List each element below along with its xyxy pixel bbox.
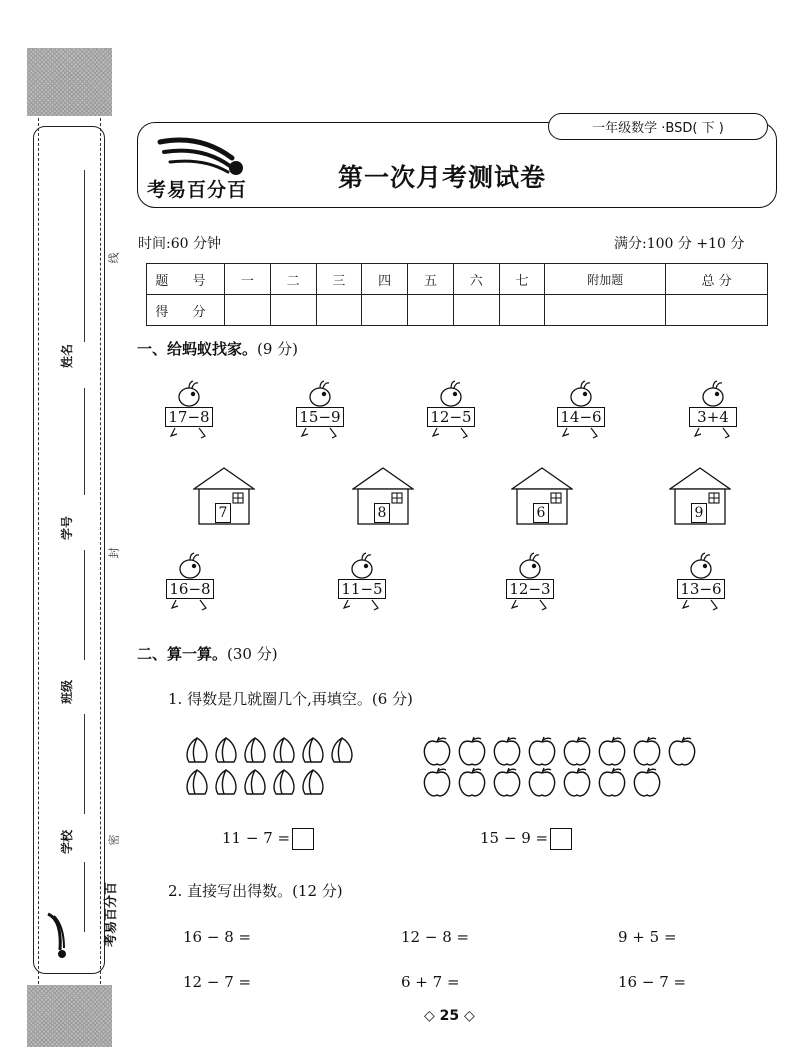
- apple-icon[interactable]: [494, 768, 519, 796]
- apple-icon[interactable]: [459, 737, 484, 765]
- apple-icon[interactable]: [599, 737, 624, 765]
- house-number: 9: [691, 503, 707, 523]
- score-cell[interactable]: [225, 295, 271, 326]
- cut-word-seal: 封: [107, 547, 121, 559]
- score-header-cell: 六: [453, 264, 499, 295]
- calc-item: 16 − 8 =: [183, 928, 252, 946]
- score-table: [146, 263, 768, 326]
- ant-expression: 17−8: [165, 407, 213, 427]
- binding-pattern-top: [27, 48, 112, 116]
- apple-icon[interactable]: [669, 737, 694, 765]
- score-cell[interactable]: [666, 295, 768, 326]
- apple-icon[interactable]: [424, 737, 449, 765]
- house-number: 7: [215, 503, 231, 523]
- equation-right: [480, 828, 572, 850]
- apple-icon[interactable]: [529, 737, 554, 765]
- top-ant-2[interactable]: [292, 380, 348, 450]
- section-1-points: (9 分): [257, 340, 299, 358]
- peach-icon[interactable]: [332, 738, 352, 762]
- binding-dashed-line-right: [100, 118, 101, 984]
- score-cell[interactable]: [499, 295, 545, 326]
- calc-item: 16 − 7 =: [618, 973, 687, 991]
- equation-left: [222, 828, 314, 850]
- apple-icon[interactable]: [634, 768, 659, 796]
- house-1[interactable]: [193, 467, 255, 525]
- apple-icon[interactable]: [564, 768, 589, 796]
- house-number: 6: [533, 503, 549, 523]
- calc-item: 12 − 7 =: [183, 973, 252, 991]
- student-id-line: [84, 410, 85, 495]
- score-cell[interactable]: [362, 295, 408, 326]
- logo-text: 考易百分百: [147, 179, 248, 201]
- question-1-text: 1. 得数是几就圈几个,再填空。(6 分): [168, 690, 413, 708]
- peach-icon[interactable]: [187, 738, 207, 762]
- top-ant-5[interactable]: [685, 380, 741, 450]
- score-cell[interactable]: [408, 295, 454, 326]
- top-ant-3[interactable]: [423, 380, 479, 450]
- name-label: 姓名: [60, 343, 74, 368]
- side-logo-comet-icon: [44, 910, 74, 960]
- apples-group: [420, 734, 720, 798]
- apple-icon[interactable]: [494, 737, 519, 765]
- score-header-cell: 四: [362, 264, 408, 295]
- cut-word-line: 线: [107, 252, 121, 264]
- peach-icon[interactable]: [216, 738, 236, 762]
- page-number: ◇ 25 ◇: [424, 1008, 475, 1024]
- apple-icon[interactable]: [529, 768, 554, 796]
- peach-icon[interactable]: [245, 770, 265, 794]
- score-row-label: 得 分: [147, 295, 225, 326]
- section-2-title: [137, 643, 278, 664]
- equation-left-text: 11 − 7 =: [222, 829, 291, 847]
- score-header-cell: 五: [408, 264, 454, 295]
- bottom-ant-1[interactable]: [162, 552, 218, 622]
- score-cell[interactable]: [453, 295, 499, 326]
- name-line: [84, 170, 85, 342]
- side-logo: [42, 880, 119, 965]
- score-cell[interactable]: [270, 295, 316, 326]
- calc-item: 9 + 5 =: [618, 928, 677, 946]
- peach-icon[interactable]: [216, 770, 236, 794]
- student-id-label: 学号: [60, 515, 74, 540]
- house-2[interactable]: [352, 467, 414, 525]
- ant-expression: 13−6: [677, 579, 725, 599]
- section-2-title-text: 二、算一算。: [137, 645, 228, 663]
- score-header-cell: 七: [499, 264, 545, 295]
- full-score: 满分:100 分 +10 分: [614, 236, 745, 252]
- calc-item: 12 − 8 =: [401, 928, 470, 946]
- grade-tag: 一年级数学 ·BSD( 下 ): [548, 113, 768, 140]
- binding-pattern-bottom: [27, 985, 112, 1047]
- score-header-cell: 题 号: [147, 264, 225, 295]
- score-cell[interactable]: [545, 295, 666, 326]
- peaches-group: [183, 734, 383, 798]
- apple-icon[interactable]: [564, 737, 589, 765]
- house-4[interactable]: [669, 467, 731, 525]
- score-cell[interactable]: [316, 295, 362, 326]
- apple-icon[interactable]: [634, 737, 659, 765]
- ant-expression: 11−5: [338, 579, 386, 599]
- equation-right-text: 15 − 9 =: [480, 829, 549, 847]
- score-header-cell: 附加题: [545, 264, 666, 295]
- peach-icon[interactable]: [274, 738, 294, 762]
- school-line: [84, 770, 85, 810]
- house-3[interactable]: [511, 467, 573, 525]
- apple-icon[interactable]: [424, 768, 449, 796]
- school-label: 学校: [60, 829, 74, 854]
- peach-icon[interactable]: [274, 770, 294, 794]
- apple-icon[interactable]: [459, 768, 484, 796]
- peach-icon[interactable]: [187, 770, 207, 794]
- ant-expression: 14−6: [557, 407, 605, 427]
- ant-expression: 12−5: [427, 407, 475, 427]
- ant-expression: 3+4: [689, 407, 737, 427]
- page-title: 第一次月考测试卷: [338, 163, 547, 192]
- ant-expression: 12−3: [506, 579, 554, 599]
- ant-expression: 15−9: [296, 407, 344, 427]
- ant-expression: 16−8: [166, 579, 214, 599]
- score-header-cell: 二: [270, 264, 316, 295]
- score-table-header-row: [147, 264, 768, 295]
- top-ant-4[interactable]: [553, 380, 609, 450]
- exam-time: 时间:60 分钟: [138, 236, 221, 252]
- top-ant-1[interactable]: [161, 380, 217, 450]
- bottom-ant-4[interactable]: [673, 552, 729, 622]
- answer-box-left[interactable]: [292, 828, 314, 850]
- peach-icon[interactable]: [303, 738, 323, 762]
- class-label: 班级: [60, 679, 74, 704]
- house-number: 8: [374, 503, 390, 523]
- section-1-title: [137, 338, 298, 359]
- cut-word-secret: 密: [107, 834, 121, 846]
- question-2-text: 2. 直接写出得数。(12 分): [168, 882, 343, 900]
- section-2-points: (30 分): [227, 645, 278, 663]
- score-header-cell: 一: [225, 264, 271, 295]
- score-table-score-row: [147, 295, 768, 326]
- section-1-title-text: 一、给蚂蚁找家。: [137, 340, 258, 358]
- side-logo-text: 考易百分百: [104, 882, 119, 948]
- apple-icon[interactable]: [599, 768, 624, 796]
- score-header-cell: 总 分: [666, 264, 768, 295]
- class-line: [84, 590, 85, 660]
- bottom-ant-2[interactable]: [334, 552, 390, 622]
- peach-icon[interactable]: [245, 738, 265, 762]
- binding-dashed-line-left: [38, 118, 39, 984]
- answer-box-right[interactable]: [550, 828, 572, 850]
- calc-item: 6 + 7 =: [401, 973, 460, 991]
- score-header-cell: 三: [316, 264, 362, 295]
- peach-icon[interactable]: [303, 770, 323, 794]
- bottom-ant-3[interactable]: [502, 552, 558, 622]
